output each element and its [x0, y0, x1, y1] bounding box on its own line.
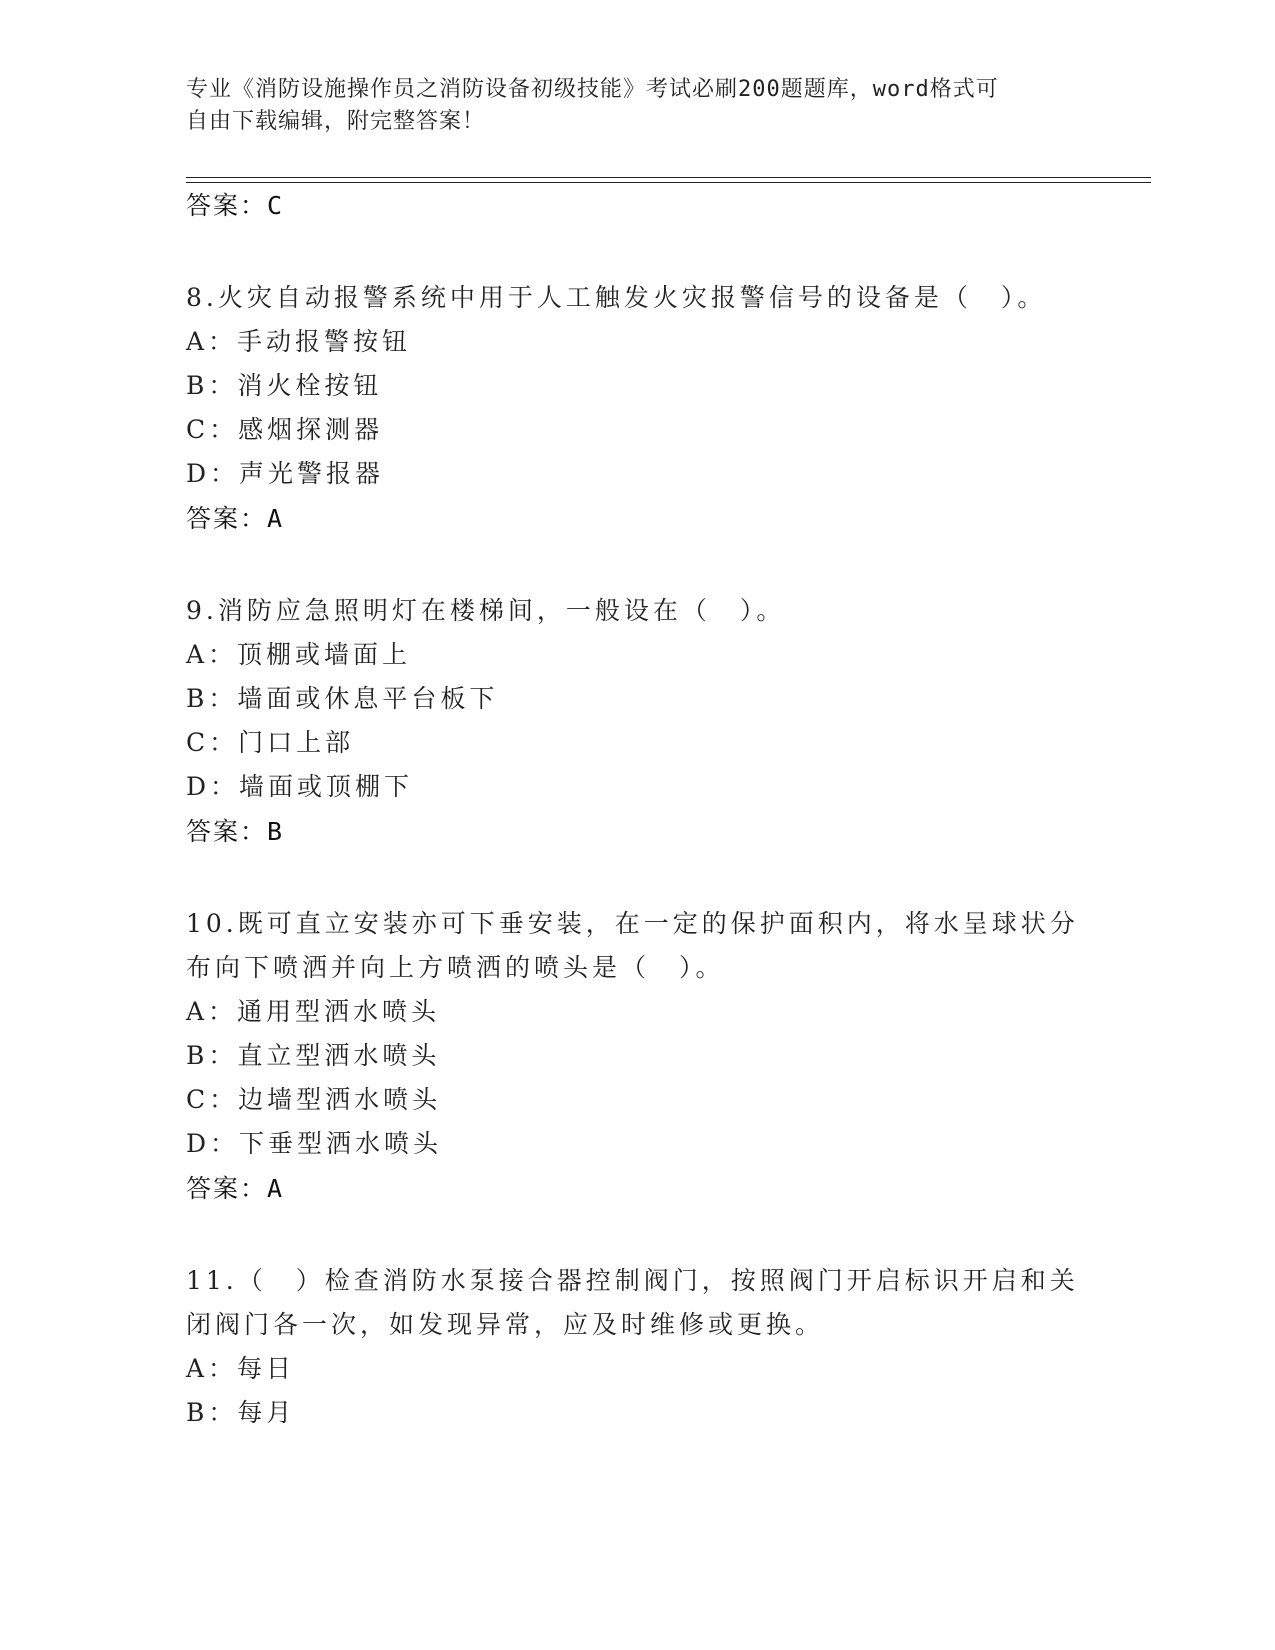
- question-9-option-b: B：墙面或休息平台板下: [186, 684, 499, 713]
- question-9-option-a: A：顶棚或墙面上: [186, 640, 412, 669]
- question-8-option-a: A：手动报警按钮: [186, 327, 412, 356]
- question-9-option-d: D：墙面或顶棚下: [186, 772, 414, 801]
- question-9-answer: 答案：B: [186, 817, 285, 846]
- question-8-stem: 8.火灾自动报警系统中用于人工触发火灾报警信号的设备是（ ）。: [186, 283, 1047, 312]
- header-divider-bottom: [186, 182, 1151, 183]
- question-11-stem-line-1: 11.（ ）检查消防水泵接合器控制阀门，按照阀门开启标识开启和关: [186, 1266, 1079, 1295]
- question-10-option-d: D：下垂型洒水喷头: [186, 1129, 443, 1158]
- question-10-answer: 答案：A: [186, 1174, 285, 1203]
- question-9-option-c: C：门口上部: [186, 728, 355, 757]
- question-8-option-d: D：声光警报器: [186, 459, 385, 488]
- question-9-stem: 9.消防应急照明灯在楼梯间，一般设在（ ）。: [186, 596, 786, 625]
- question-8-option-c: C：感烟探测器: [186, 415, 384, 444]
- document-header: [186, 74, 1086, 138]
- question-10-option-b: B：直立型洒水喷头: [186, 1041, 441, 1070]
- question-11-option-a: A：每日: [186, 1354, 296, 1383]
- question-8-option-b: B：消火栓按钮: [186, 371, 383, 400]
- previous-answer: 答案：C: [186, 191, 285, 220]
- question-10-stem-line-2: 布向下喷洒并向上方喷洒的喷头是（ ）。: [186, 953, 725, 982]
- header-line-1: 专业《消防设施操作员之消防设备初级技能》考试必刷200题题库，word格式可: [186, 77, 999, 102]
- header-line-2: 自由下载编辑，附完整答案！: [186, 109, 486, 134]
- question-10-option-c: C：边墙型洒水喷头: [186, 1085, 442, 1114]
- question-10-stem-line-1: 10.既可直立安装亦可下垂安装，在一定的保护面积内，将水呈球状分: [186, 909, 1079, 938]
- header-divider-top: [186, 177, 1151, 178]
- question-10-option-a: A：通用型洒水喷头: [186, 997, 441, 1026]
- question-11-option-b: B：每月: [186, 1398, 296, 1427]
- question-11-stem-line-2: 闭阀门各一次，如发现异常，应及时维修或更换。: [186, 1310, 825, 1339]
- question-8-answer: 答案：A: [186, 504, 285, 533]
